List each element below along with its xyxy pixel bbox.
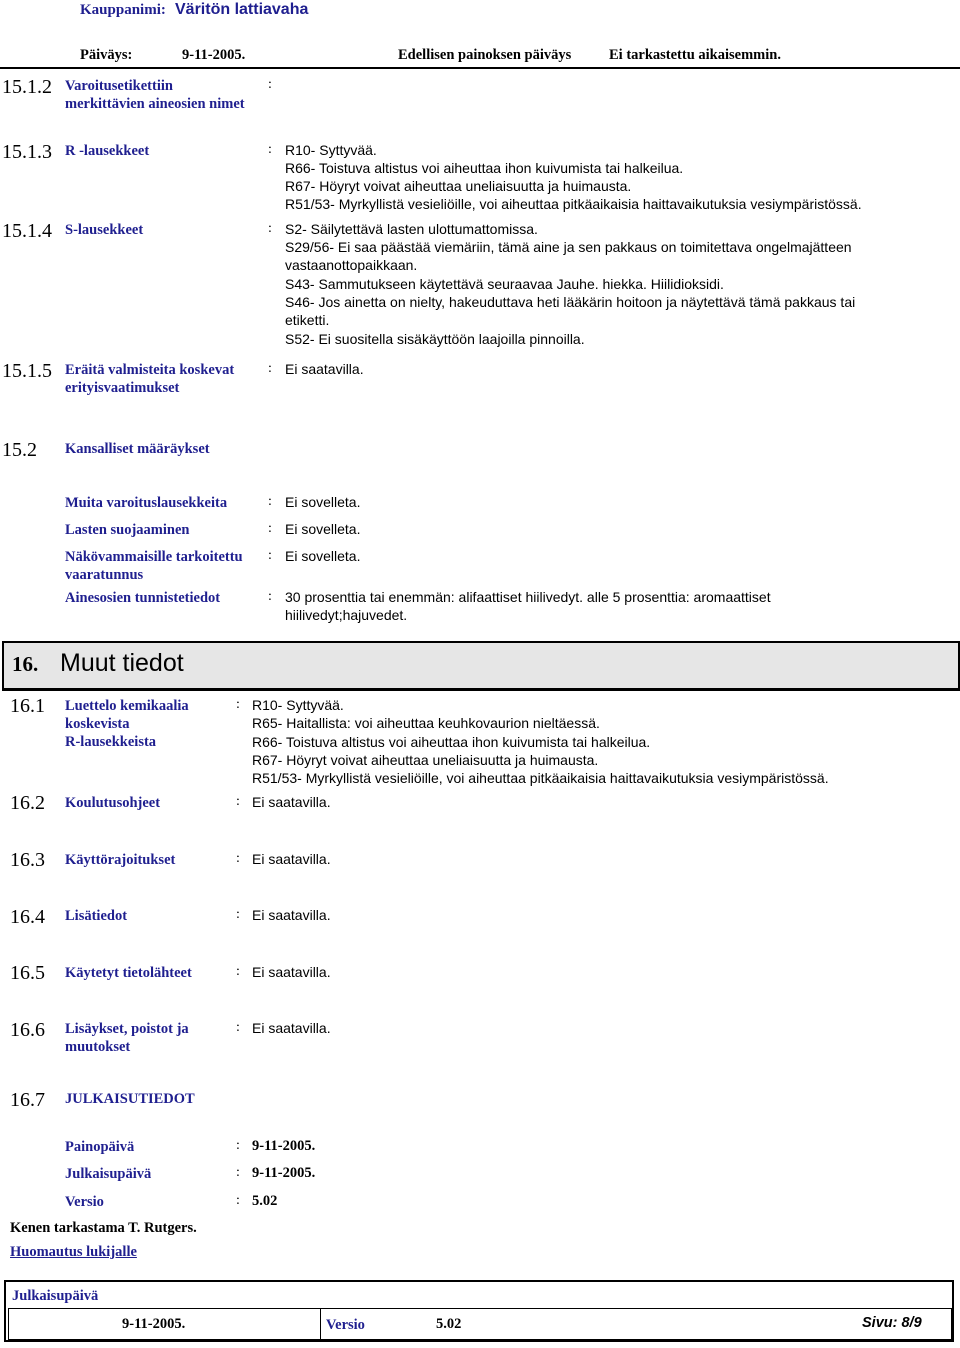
footer-version-label: Versio xyxy=(326,1317,365,1333)
previous-edition-label: Edellisen painoksen päiväys xyxy=(398,47,572,63)
section-label: Käytetyt tietolähteet xyxy=(65,965,192,981)
section-value: Ei saatavilla. xyxy=(252,907,331,923)
s-phrase-line: vastaanottopaikkaan. xyxy=(285,257,418,273)
section-number: 15.1.5 xyxy=(2,360,52,382)
section-label: Kansalliset määräykset xyxy=(65,441,210,457)
r-phrase-line: R51/53- Myrkyllistä vesieliöille, voi aiheuttaa pitkäaikaisia haittavaikutuksia vesiympäristössä. xyxy=(285,196,862,212)
row-label: Muita varoituslausekkeita xyxy=(65,495,228,511)
section-label: Varoitusetikettiin xyxy=(65,78,173,94)
colon: : xyxy=(236,851,240,866)
section-label: Lisäykset, poistot ja xyxy=(65,1021,189,1037)
s-phrase-line: S46- Jos ainetta on nielty, hakeuduttava heti lääkärin hoitoon ja näytettävä tämä pakkaus tai xyxy=(285,294,856,310)
row-value: 5.02 xyxy=(252,1193,278,1209)
row-value: Ei sovelleta. xyxy=(285,494,361,510)
row-label: Painopäivä xyxy=(65,1139,135,1155)
colon: : xyxy=(268,77,272,92)
date-label: Päiväys: xyxy=(80,47,133,63)
notice-to-reader-link[interactable]: Huomautus lukijalle xyxy=(10,1244,137,1260)
r-phrase-line: R67- Höyryt voivat aiheuttaa uneliaisuutta ja huimausta. xyxy=(252,752,599,768)
section-label: R -lausekkeet xyxy=(65,143,150,159)
section-number: 15.1.2 xyxy=(2,76,52,98)
section-label: merkittävien aineosien nimet xyxy=(65,96,245,112)
section-number: 16.2 xyxy=(10,792,45,814)
section-number: 16.1 xyxy=(10,695,45,717)
section-value: Ei saatavilla. xyxy=(252,964,331,980)
section-number: 16.6 xyxy=(10,1019,45,1041)
row-value: 9-11-2005. xyxy=(252,1138,316,1154)
r-phrase-line: R10- Syttyvää. xyxy=(285,142,377,158)
row-label: Lasten suojaaminen xyxy=(65,522,190,538)
s-phrase-line: S43- Sammutukseen käytettävä seuraavaa Jauhe. hiekka. Hiilidioksidi. xyxy=(285,276,724,292)
section-label: Käyttörajoitukset xyxy=(65,852,176,868)
colon: : xyxy=(268,589,272,604)
colon: : xyxy=(236,1193,240,1208)
section-value: Ei saatavilla. xyxy=(252,1020,331,1036)
section-label: Lisätiedot xyxy=(65,908,128,924)
previous-edition-value: Ei tarkastettu aikaisemmin. xyxy=(609,47,781,63)
footer-publication-label: Julkaisupäivä xyxy=(12,1288,99,1304)
footer-divider xyxy=(320,1309,321,1339)
section-number: 16.5 xyxy=(10,962,45,984)
row-label: Julkaisupäivä xyxy=(65,1166,152,1182)
footer-version-value: 5.02 xyxy=(436,1316,462,1332)
section-16-title: Muut tiedot xyxy=(60,649,184,677)
s-phrase-line: S52- Ei suositella sisäkäyttöön laajoilla pinnoilla. xyxy=(285,331,585,347)
colon: : xyxy=(236,907,240,922)
reviewed-by: Kenen tarkastama T. Rutgers. xyxy=(10,1220,197,1236)
section-label: JULKAISUTIEDOT xyxy=(65,1091,195,1107)
colon: : xyxy=(268,494,272,509)
section-label: Eräitä valmisteita koskevat xyxy=(65,362,235,378)
colon: : xyxy=(236,1138,240,1153)
section-number: 15.2 xyxy=(2,439,37,461)
colon: : xyxy=(268,142,272,157)
section-label: Koulutusohjeet xyxy=(65,795,161,811)
section-label: R-lausekkeista xyxy=(65,734,157,750)
row-label: vaaratunnus xyxy=(65,567,144,583)
section-number: 15.1.4 xyxy=(2,220,52,242)
section-number: 16.7 xyxy=(10,1089,45,1111)
colon: : xyxy=(268,361,272,376)
r-phrase-line: R66- Toistuva altistus voi aiheuttaa ihon kuivumista tai halkeilua. xyxy=(285,160,684,176)
header-rule xyxy=(0,67,960,69)
r-phrase-line: R67- Höyryt voivat aiheuttaa uneliaisuutta ja huimausta. xyxy=(285,178,632,194)
section-value: Ei saatavilla. xyxy=(252,851,331,867)
colon: : xyxy=(268,521,272,536)
colon: : xyxy=(236,794,240,809)
colon: : xyxy=(236,697,240,712)
section-value: Ei saatavilla. xyxy=(252,794,331,810)
row-value: 30 prosenttia tai enemmän: alifaattiset hiilivedyt. alle 5 prosenttia: aromaattiset xyxy=(285,589,771,605)
colon: : xyxy=(268,548,272,563)
row-value: Ei sovelleta. xyxy=(285,521,361,537)
s-phrase-line: S2- Säilytettävä lasten ulottumattomissa. xyxy=(285,221,538,237)
section-value: Ei saatavilla. xyxy=(285,361,364,377)
date-value: 9-11-2005. xyxy=(182,47,246,63)
section-label: muutokset xyxy=(65,1039,131,1055)
row-label: Versio xyxy=(65,1194,104,1210)
row-label: Ainesosien tunnistetiedot xyxy=(65,590,221,606)
row-label: Näkövammaisille tarkoitettu xyxy=(65,549,243,565)
company-name: Väritön lattiavaha xyxy=(175,1,309,18)
section-16-number: 16. xyxy=(12,652,39,676)
colon: : xyxy=(236,964,240,979)
page-number: Sivu: 8/9 xyxy=(862,1315,922,1331)
section-label: S-lausekkeet xyxy=(65,222,144,238)
r-phrase-line: R10- Syttyvää. xyxy=(252,697,344,713)
s-phrase-line: etiketti. xyxy=(285,312,330,328)
section-number: 16.3 xyxy=(10,849,45,871)
colon: : xyxy=(268,221,272,236)
row-value: 9-11-2005. xyxy=(252,1165,316,1181)
r-phrase-line: R66- Toistuva altistus voi aiheuttaa ihon kuivumista tai halkeilua. xyxy=(252,734,651,750)
r-phrase-line: R51/53- Myrkyllistä vesieliöille, voi aiheuttaa pitkäaikaisia haittavaikutuksia vesiympäristössä. xyxy=(252,770,829,786)
section-label: erityisvaatimukset xyxy=(65,380,180,396)
colon: : xyxy=(236,1165,240,1180)
colon: : xyxy=(236,1020,240,1035)
section-number: 16.4 xyxy=(10,906,45,928)
section-label: Luettelo kemikaalia xyxy=(65,698,189,714)
section-label: koskevista xyxy=(65,716,130,732)
section-number: 15.1.3 xyxy=(2,141,52,163)
s-phrase-line: S29/56- Ei saa päästää viemäriin, tämä aine ja sen pakkaus on toimitettava ongelmajätteen xyxy=(285,239,852,255)
r-phrase-line: R65- Haitallista: voi aiheuttaa keuhkovaurion nieltäessä. xyxy=(252,715,600,731)
company-label: Kauppanimi: xyxy=(80,2,166,18)
row-value: Ei sovelleta. xyxy=(285,548,361,564)
row-value: hiilivedyt;hajuvedet. xyxy=(285,607,408,623)
footer-publication-date: 9-11-2005. xyxy=(122,1316,186,1332)
